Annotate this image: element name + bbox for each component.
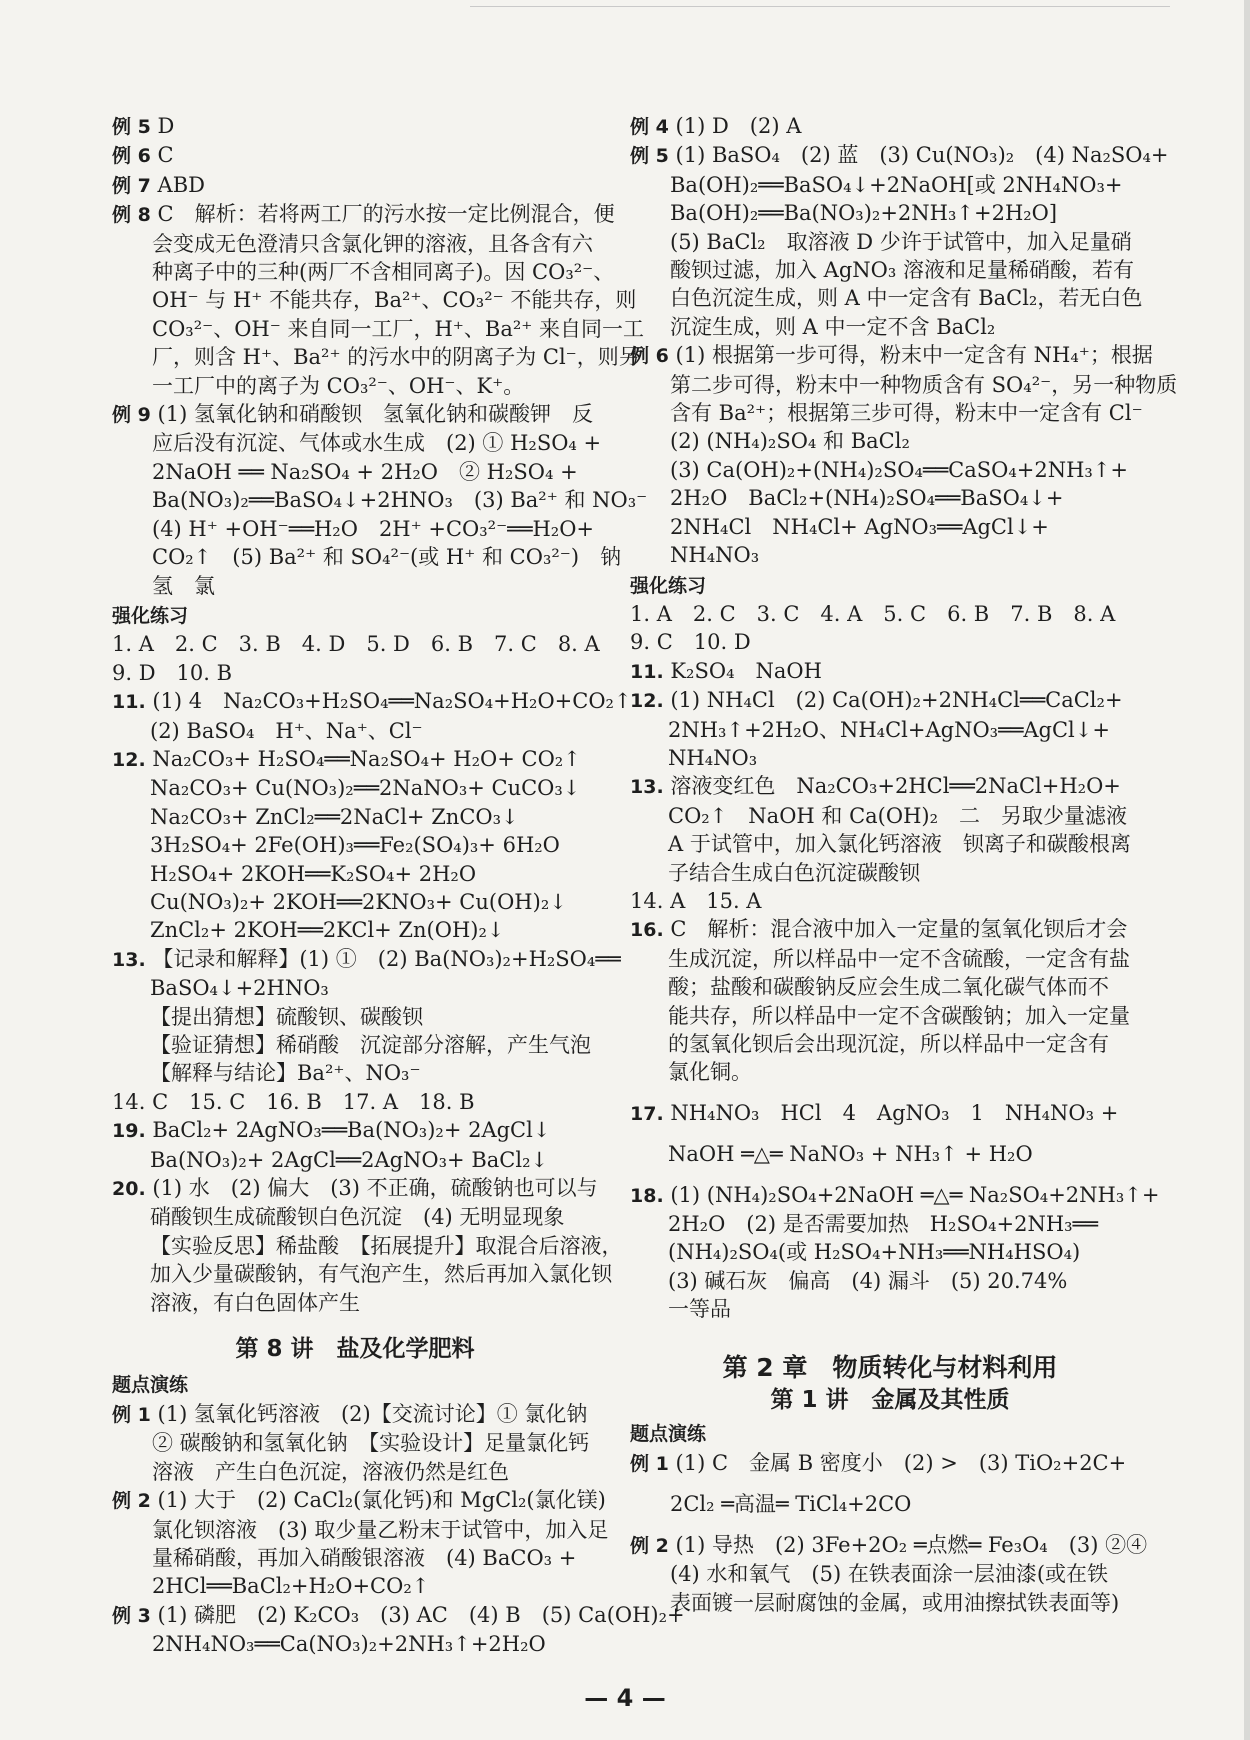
answer-line: [630, 112, 1150, 141]
page-number: — 4 —: [584, 1684, 666, 1712]
answer-text: NH₄NO₃: [670, 543, 760, 568]
answer-text: (2) BaSO₄ H⁺、Na⁺、Cl⁻: [150, 718, 423, 743]
answer-line: [630, 628, 1150, 656]
answer-text: 一工厂中的离子为 CO₃²⁻、OH⁻、K⁺。: [152, 373, 525, 398]
answer-text: 氯化钡溶液 (3) 取少量乙粉末于试管中，加入足: [152, 1517, 609, 1542]
answer-text: 9. D 10. B: [112, 660, 233, 685]
answer-text: 表面镀一层耐腐蚀的金属，或用油擦拭铁表面等): [670, 1590, 1120, 1615]
question-number: 例 2: [630, 1534, 669, 1557]
answer-line: [630, 1099, 1150, 1128]
question-number: 13.: [630, 776, 664, 799]
answer-line: [112, 1400, 598, 1429]
answer-text: Ba(OH)₂══Ba(NO₃)₂+2NH₃↑+2H₂O]: [670, 201, 1058, 226]
answer-line: [630, 171, 1150, 199]
answer-line: [112, 974, 598, 1002]
question-number: 18.: [630, 1184, 664, 1207]
answer-line: [112, 1088, 598, 1116]
answer-line: [630, 973, 1150, 1001]
question-number: 19.: [112, 1120, 146, 1143]
answer-line: [630, 427, 1150, 455]
answer-text: CO₂↑ (5) Ba²⁺ 和 SO₄²⁻(或 H⁺ 和 CO₃²⁻) 钠: [152, 545, 622, 570]
answer-text: (1) 大于 (2) CaCl₂(氯化钙)和 MgCl₂(氯化镁): [157, 1488, 606, 1513]
answer-line: [112, 286, 637, 314]
question-number: 例 7: [112, 174, 151, 197]
answer-line: [112, 774, 598, 802]
answer-line: [630, 945, 1150, 973]
lecture-title: 第 8 讲 盐及化学肥料: [235, 1336, 475, 1363]
answer-line: [630, 657, 1150, 686]
answer-line: [112, 1516, 609, 1544]
answer-text: 白色沉淀生成，则 A 中一定含有 BaCl₂，若无白色: [670, 286, 1143, 311]
answer-line: [112, 1232, 623, 1260]
answer-line: [112, 1289, 598, 1317]
answer-line: [630, 830, 1150, 858]
answer-text: 3H₂SO₄+ 2Fe(OH)₃══Fe₂(SO₄)₃+ 6H₂O: [150, 833, 560, 858]
answer-text: (4) 水和氧气 (5) 在铁表面涂一层油漆(或在铁: [670, 1562, 1109, 1587]
chapter-lecture-title: 第 1 讲 金属及其性质: [770, 1387, 1010, 1414]
answer-line: [112, 803, 598, 831]
answer-text: 2H₂O BaCl₂+(NH₄)₂SO₄══BaSO₄↓+: [670, 486, 1064, 511]
answer-text: (1) (NH₄)₂SO₄+2NaOH ═△═ Na₂SO₄+2NH₃↑+: [670, 1182, 1160, 1207]
answer-text: 子结合生成白色沉淀碳酸钡: [668, 860, 920, 885]
answer-line: [630, 1531, 1150, 1560]
answer-line: [630, 341, 1153, 370]
answer-text: A 于试管中，加入氯化钙溶液 钡离子和碳酸根离: [668, 832, 1131, 857]
answer-line: [630, 600, 1150, 628]
answer-line: [112, 372, 598, 400]
answer-text: ABD: [157, 172, 205, 197]
answer-line: [112, 458, 598, 486]
answer-line: [630, 887, 1150, 915]
answer-text: 应后没有沉淀、气体或水生成 (2) ① H₂SO₄ +: [152, 431, 602, 456]
answer-line: [630, 1295, 1150, 1323]
answer-text: 9. C 10. D: [630, 630, 751, 655]
answer-text: 【解释与结论】Ba²⁺、NO₃⁻: [150, 1061, 421, 1086]
answer-text: Na₂CO₃+ ZnCl₂══2NaCl+ ZnCO₃↓: [150, 804, 519, 829]
question-number: 12.: [630, 690, 664, 713]
page-edge: [1244, 0, 1250, 1740]
answer-line: [112, 1429, 598, 1457]
spacer: [630, 1128, 1150, 1140]
answer-line: [112, 230, 598, 258]
answer-line: [112, 1630, 598, 1658]
answer-line: [630, 199, 1150, 227]
answer-text: C 解析：混合液中加入一定量的氢氧化钡后才会: [670, 917, 1128, 942]
answer-text: (5) BaCl₂ 取溶液 D 少许于试管中，加入足量硝: [670, 229, 1132, 254]
answer-text: Ba(NO₃)₂+ 2AgCl══2AgNO₃+ BaCl₂↓: [150, 1147, 549, 1172]
answer-line: [630, 228, 1150, 256]
answer-line: [112, 860, 598, 888]
answer-line: [630, 484, 1150, 512]
answer-line: [630, 541, 1150, 569]
answer-text: 2Cl₂ ═高温═ TiCl₄+2CO: [670, 1492, 912, 1517]
answer-line: [112, 659, 598, 687]
answer-text: 生成沉淀，所以样品中一定不含硫酸，一定含有盐: [668, 946, 1130, 971]
answer-line: [112, 831, 598, 859]
answer-line: [630, 1058, 1150, 1086]
answer-line: [630, 1490, 1150, 1518]
answer-line: [630, 284, 1150, 312]
answer-text: BaSO₄↓+2HNO₃: [150, 976, 329, 1001]
answer-line: [630, 859, 1150, 887]
answer-line: [112, 1544, 598, 1572]
answer-text: D: [157, 114, 175, 138]
answer-text: (1) 水 (2) 偏大 (3) 不正确，硫酸钠也可以与: [152, 1176, 598, 1201]
answer-line: [630, 1210, 1150, 1238]
answer-line: [630, 371, 1178, 399]
answer-text: 能共存，所以样品中一定不含碳酸钠；加入一定量: [668, 1003, 1130, 1028]
question-number: 例 8: [112, 204, 151, 227]
answer-text: 溶液 产生白色沉淀，溶液仍然是红色: [152, 1459, 509, 1484]
answer-line: [112, 916, 598, 944]
answer-line: [630, 1589, 1150, 1617]
answer-line: [630, 313, 1150, 341]
answer-text: 沉淀生成，则 A 中一定不含 BaCl₂: [670, 314, 996, 339]
answer-line: [112, 258, 615, 286]
answer-text: Na₂CO₃+ Cu(NO₃)₂══2NaNO₃+ CuCO₃↓: [150, 776, 581, 801]
answer-line: [630, 686, 1150, 715]
answer-line: [630, 772, 1150, 801]
answer-line: [630, 1238, 1150, 1266]
answer-text: (1) C 金属 B 密度小 (2) > (3) TiO₂+2C+: [675, 1450, 1127, 1475]
answer-text: 厂，则含 H⁺、Ba²⁺ 的污水中的阴离子为 Cl⁻，则另: [152, 345, 640, 370]
answer-text: (1) 4 Na₂CO₃+H₂SO₄══Na₂SO₄+H₂O+CO₂↑: [152, 689, 632, 714]
right-column: [630, 112, 1178, 1617]
answer-line: [112, 400, 598, 429]
answer-text: 1. A 2. C 3. C 4. A 5. C 6. B 7. B 8. A: [630, 601, 1116, 626]
answer-line: [112, 343, 640, 371]
answer-line: [112, 1203, 598, 1231]
answer-line: [112, 200, 615, 229]
answer-text: 【验证猜想】稀硝酸 沉淀部分溶解，产生气泡: [150, 1033, 591, 1057]
answer-line: [112, 572, 598, 600]
section-heading: 强化练习: [630, 574, 707, 597]
answer-text: Ba(NO₃)₂══BaSO₄↓+2HNO₃ (3) Ba²⁺ 和 NO₃⁻: [152, 488, 648, 513]
answer-text: (1) 根据第一步可得，粉末中一定含有 NH₄⁺；根据: [675, 343, 1153, 368]
chapter-title: 第 2 章 物质转化与材料利用: [722, 1352, 1058, 1382]
answer-text: 酸钡过滤，加入 AgNO₃ 溶液和足量稀硝酸，若有: [670, 258, 1134, 283]
answer-line: [112, 1486, 606, 1515]
answer-text: 14. C 15. C 16. B 17. A 18. B: [112, 1089, 475, 1114]
answer-text: (1) NH₄Cl (2) Ca(OH)₂+2NH₄Cl══CaCl₂+: [670, 688, 1123, 713]
section-heading: 题点演练: [630, 1423, 707, 1446]
answer-line: [112, 1031, 598, 1059]
answer-line: [630, 1140, 1150, 1168]
question-number: 16.: [630, 919, 664, 942]
answer-line: [630, 1181, 1160, 1210]
answer-text: 2HCl══BaCl₂+H₂O+CO₂↑: [152, 1574, 430, 1599]
answer-text: NaOH ═△═ NaNO₃ + NH₃↑ + H₂O: [668, 1142, 1033, 1167]
question-number: 20.: [112, 1178, 146, 1201]
answer-text: (NH₄)₂SO₄(或 H₂SO₄+NH₃══NH₄HSO₄): [668, 1240, 1081, 1265]
answer-text: (4) H⁺ +OH⁻══H₂O 2H⁺ +CO₃²⁻══H₂O+: [152, 516, 595, 541]
question-number: 例 6: [630, 345, 669, 368]
question-number: 例 1: [112, 1403, 151, 1426]
top-border-line: [470, 6, 1170, 7]
answer-line: [630, 1560, 1150, 1588]
answer-line: [630, 141, 1169, 170]
answer-line: [112, 888, 598, 916]
answer-text: (1) BaSO₄ (2) 蓝 (3) Cu(NO₃)₂ (4) Na₂SO₄+: [675, 143, 1169, 168]
answer-text: (1) D (2) A: [675, 114, 802, 138]
answer-text: 酸；盐酸和碳酸钠反应会生成二氧化碳气体而不: [668, 975, 1109, 1000]
page-number-value: 4: [616, 1684, 634, 1712]
answer-line: [630, 399, 1150, 427]
answer-line: [112, 429, 602, 457]
answer-line: [630, 716, 1150, 744]
answer-text: 会变成无色澄清只含氯化钾的溶液，且各含有六: [152, 231, 593, 256]
answer-text: 种离子中的三种(两厂不含相同离子)。因 CO₃²⁻、: [152, 260, 615, 285]
answer-line: [112, 745, 598, 774]
answer-text: ② 碳酸钠和氢氧化钠 【实验设计】足量氯化钙: [152, 1431, 590, 1456]
answer-text: 2NaOH ══ Na₂SO₄ + 2H₂O ② H₂SO₄ +: [152, 459, 578, 484]
answer-line: [630, 1030, 1150, 1058]
question-number: 例 4: [630, 116, 669, 138]
question-number: 13.: [112, 948, 146, 971]
question-number: 例 1: [630, 1452, 669, 1475]
answer-text: 溶液，有白色固体产生: [150, 1290, 360, 1315]
answer-text: (1) 磷肥 (2) K₂CO₃ (3) AC (4) B (5) Ca(OH)₂+: [157, 1602, 685, 1627]
answer-line: [630, 802, 1150, 830]
answer-line: [630, 456, 1150, 484]
answer-text: C: [157, 143, 174, 168]
answer-line: [112, 945, 621, 974]
answer-text: NH₄NO₃: [668, 745, 758, 770]
answer-text: (3) Ca(OH)₂+(NH₄)₂SO₄══CaSO₄+2NH₃↑+: [670, 457, 1129, 482]
answer-line: [112, 515, 598, 543]
answer-text: 含有 Ba²⁺；根据第三步可得，粉末中一定含有 Cl⁻: [670, 401, 1143, 426]
answer-text: 2NH₄Cl NH₄Cl+ AgNO₃══AgCl↓+: [670, 514, 1049, 539]
spacer: [630, 1519, 1150, 1531]
answer-line: [630, 1002, 1150, 1030]
answer-text: C 解析：若将两工厂的污水按一定比例混合，便: [157, 202, 615, 227]
question-number: 例 2: [112, 1490, 151, 1513]
question-number: 17.: [630, 1102, 664, 1125]
answer-line: [112, 1601, 685, 1630]
answer-text: (2) (NH₄)₂SO₄ 和 BaCl₂: [670, 429, 910, 454]
answer-line: [112, 141, 598, 170]
answer-text: 氢 氯: [152, 573, 215, 598]
question-number: 12.: [112, 748, 146, 771]
answer-text: 溶液变红色 Na₂CO₃+2HCl══2NaCl+H₂O+: [670, 774, 1121, 799]
answer-text: 氯化铜。: [668, 1060, 752, 1085]
answer-text: CO₂↑ NaOH 和 Ca(OH)₂ 二 另取少量滤液: [668, 803, 1127, 828]
answer-line: [630, 256, 1150, 284]
answer-text: 一等品: [668, 1297, 731, 1322]
answer-text: 2NH₃↑+2H₂O、NH₄Cl+AgNO₃══AgCl↓+: [668, 717, 1110, 742]
answer-line: [112, 1260, 612, 1288]
answer-text: 2NH₄NO₃══Ca(NO₃)₂+2NH₃↑+2H₂O: [152, 1632, 546, 1657]
answer-line: [112, 171, 598, 200]
answer-line: [630, 915, 1150, 944]
answer-text: 【提出猜想】硫酸钡、碳酸钡: [150, 1004, 423, 1029]
answer-text: 硝酸钡生成硫酸钡白色沉淀 (4) 无明显现象: [150, 1205, 565, 1230]
answer-line: [112, 1174, 598, 1203]
answer-text: CO₃²⁻、OH⁻ 来自同一工厂，H⁺、Ba²⁺ 来自同一工: [152, 316, 645, 341]
answer-line: [630, 744, 1150, 772]
question-number: 11.: [112, 691, 146, 714]
answer-line: [112, 1116, 598, 1145]
answer-text: 加入少量碳酸钠，有气泡产生，然后再加入氯化钡: [150, 1262, 612, 1287]
answer-line: [112, 315, 645, 343]
answer-text: (1) 导热 (2) 3Fe+2O₂ ═点燃═ Fe₃O₄ (3) ②④: [675, 1532, 1148, 1557]
answer-text: (3) 碱石灰 偏高 (4) 漏斗 (5) 20.74%: [668, 1268, 1068, 1293]
answer-line: [112, 1458, 598, 1486]
question-number: 11.: [630, 660, 664, 683]
answer-text: 第二步可得，粉末中一种物质含有 SO₄²⁻，另一种物质: [670, 372, 1178, 397]
section-heading: 强化练习: [112, 604, 189, 627]
answer-line: [112, 486, 648, 514]
answer-text: 14. A 15. A: [630, 888, 762, 913]
answer-line: [112, 1059, 598, 1087]
answer-line: [112, 1572, 598, 1600]
question-number: 例 3: [112, 1604, 151, 1627]
spacer: [630, 1169, 1150, 1181]
answer-text: NH₄NO₃ HCl 4 AgNO₃ 1 NH₄NO₃ +: [670, 1100, 1119, 1125]
answer-line: [630, 1449, 1150, 1478]
answer-line: [112, 112, 598, 141]
question-number: 例 6: [112, 145, 151, 168]
answer-text: 【实验反思】稀盐酸 【拓展提升】取混合后溶液，: [150, 1233, 623, 1258]
answer-text: 【记录和解释】(1) ① (2) Ba(NO₃)₂+H₂SO₄══: [152, 946, 621, 971]
answer-line: [112, 1146, 598, 1174]
answer-line: [112, 543, 622, 571]
answer-text: 1. A 2. C 3. B 4. D 5. D 6. B 7. C 8. A: [112, 632, 600, 657]
answer-line: [112, 717, 598, 745]
answer-line: [112, 630, 598, 658]
answer-text: 的氢氧化钡后会出现沉淀，所以样品中一定含有: [668, 1032, 1109, 1056]
spacer: [630, 1087, 1150, 1099]
answer-line: [630, 513, 1150, 541]
question-number: 例 5: [112, 116, 151, 138]
answer-line: [630, 1267, 1150, 1295]
answer-text: 量稀硝酸，再加入硝酸银溶液 (4) BaCO₃ +: [152, 1545, 577, 1570]
answer-text: Na₂CO₃+ H₂SO₄══Na₂SO₄+ H₂O+ CO₂↑: [152, 746, 581, 771]
answer-text: H₂SO₄+ 2KOH══K₂SO₄+ 2H₂O: [150, 861, 477, 886]
section-heading: 题点演练: [112, 1374, 189, 1397]
answer-text: Cu(NO₃)₂+ 2KOH══2KNO₃+ Cu(OH)₂↓: [150, 889, 567, 914]
question-number: 例 5: [630, 145, 669, 168]
answer-text: OH⁻ 与 H⁺ 不能共存，Ba²⁺、CO₃²⁻ 不能共存，则: [152, 288, 637, 313]
answer-text: BaCl₂+ 2AgNO₃══Ba(NO₃)₂+ 2AgCl↓: [152, 1118, 551, 1143]
answer-text: ZnCl₂+ 2KOH══2KCl+ Zn(OH)₂↓: [150, 918, 505, 943]
question-number: 例 9: [112, 404, 151, 427]
answer-line: [112, 687, 632, 716]
answer-text: (1) 氢氧化钠和硝酸钡 氢氧化钠和碳酸钾 反: [157, 402, 593, 427]
answer-text: K₂SO₄ NaOH: [670, 658, 822, 683]
answer-text: 2H₂O (2) 是否需要加热 H₂SO₄+2NH₃══: [668, 1212, 1098, 1237]
spacer: [630, 1478, 1150, 1490]
answer-line: [112, 1003, 598, 1031]
answer-text: Ba(OH)₂══BaSO₄↓+2NaOH[或 2NH₄NO₃+: [670, 172, 1123, 197]
answer-text: (1) 氢氧化钙溶液 (2)【交流讨论】① 氯化钠: [157, 1401, 588, 1426]
